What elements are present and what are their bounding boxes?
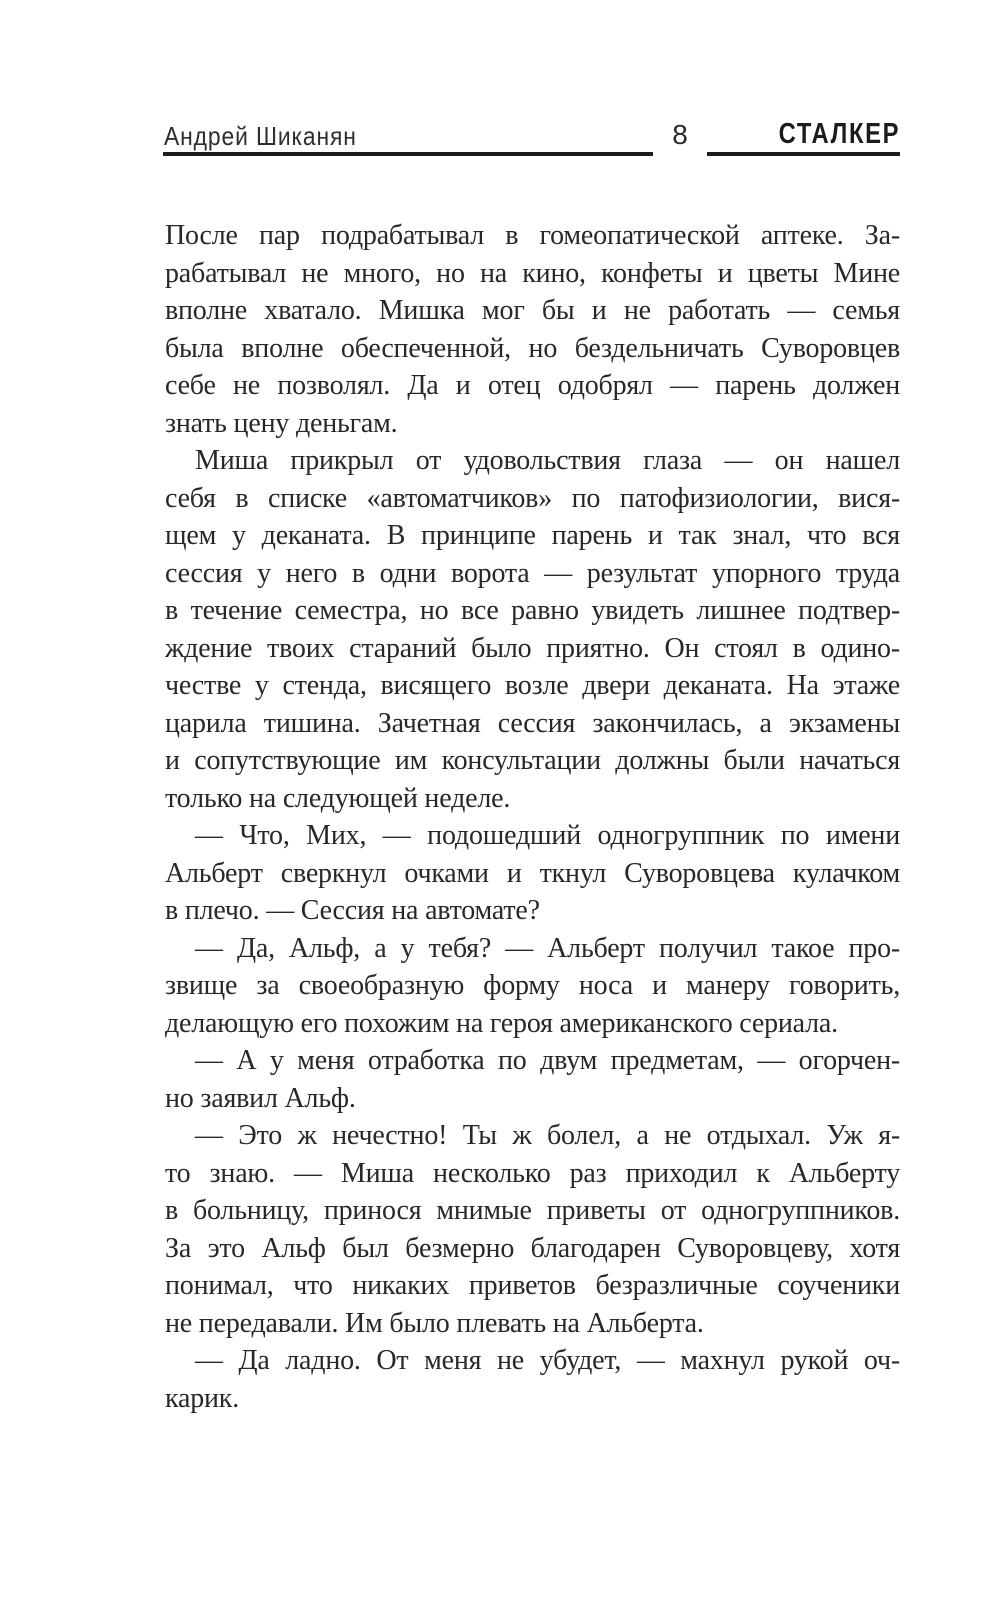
text-line: но заявил Альф. — [165, 1082, 356, 1114]
text-line: — А у меня отработка по двум предметам, — огорчен- — [195, 1045, 900, 1076]
text-line: не передавали. Им было плевать на Альберта. — [165, 1307, 704, 1339]
text-line: царила тишина. Зачетная сессия закончилась, а экзамены — [165, 707, 900, 739]
text-line: сессия у него в одни ворота — результат упорного труда — [165, 557, 900, 589]
text-line: в плечо. — Сессия на автомате? — [165, 895, 540, 926]
text-line: За это Альф был безмерно благодарен Суворовцеву, хотя — [165, 1232, 900, 1264]
text-line: в больницу, принося мнимые приветы от одногруппников. — [165, 1195, 900, 1226]
text-line: рабатывал не много, но на кино, конфеты и цветы Мине — [165, 257, 900, 289]
text-line: и сопутствующие им консультации должны были начаться — [165, 745, 900, 776]
body-text-block — [165, 217, 900, 1417]
text-line: понимал, что никаких приветов безразличные соученики — [165, 1270, 900, 1301]
text-line: щем у деканата. В принципе парень и так знал, что вся — [165, 520, 900, 551]
text-line: себя в списке «автоматчиков» по патофизиологии, вися- — [165, 482, 900, 514]
text-line: — Это ж нечестно! Ты ж болел, а не отдыхал. Уж я- — [195, 1120, 900, 1151]
text-line: — Что, Мих, — подошедший одногруппник по имени — [195, 820, 900, 851]
text-line: делающую его похожим на героя американского сериала. — [165, 1007, 838, 1039]
text-line: только на следующей неделе. — [165, 782, 511, 814]
text-line: в течение семестра, но все равно увидеть лишнее подтвер- — [165, 595, 900, 626]
text-line: После пар подрабатывал в гомеопатической аптеке. За- — [165, 220, 900, 251]
text-line: знать цену деньгам. — [165, 407, 398, 439]
text-line: карик. — [165, 1382, 239, 1414]
text-line: — Да, Альф, а у тебя? — Альберт получил такое про- — [195, 932, 900, 964]
header-series-title: СТАЛКЕР — [778, 118, 900, 150]
header-rule-left — [163, 152, 653, 156]
header-rule-right — [707, 152, 900, 156]
header-page-number: 8 — [672, 119, 688, 150]
text-line: ждение твоих стараний было приятно. Он стоял в одино- — [165, 632, 900, 664]
text-line: Альберт сверкнул очками и ткнул Суворовцева кулачком — [165, 857, 900, 889]
text-line: была вполне обеспеченной, но бездельничать Суворовцев — [165, 332, 900, 364]
header-author-name: Андрей Шиканян — [164, 121, 357, 151]
text-line: то знаю. — Миша несколько раз приходил к Альберту — [165, 1157, 900, 1189]
text-line: себе не позволял. Да и отец одобрял — парень должен — [165, 370, 900, 401]
text-line: — Да ладно. От меня не убудет, — махнул рукой оч- — [195, 1345, 900, 1376]
text-line: честве у стенда, висящего возле двери деканата. На этаже — [165, 670, 900, 701]
text-line: Миша прикрыл от удовольствия глаза — он нашел — [195, 445, 900, 476]
text-line: звище за своеобразную форму носа и манеру говорить, — [165, 970, 900, 1001]
text-line: вполне хватало. Мишка мог бы и не работать — семья — [165, 295, 900, 326]
